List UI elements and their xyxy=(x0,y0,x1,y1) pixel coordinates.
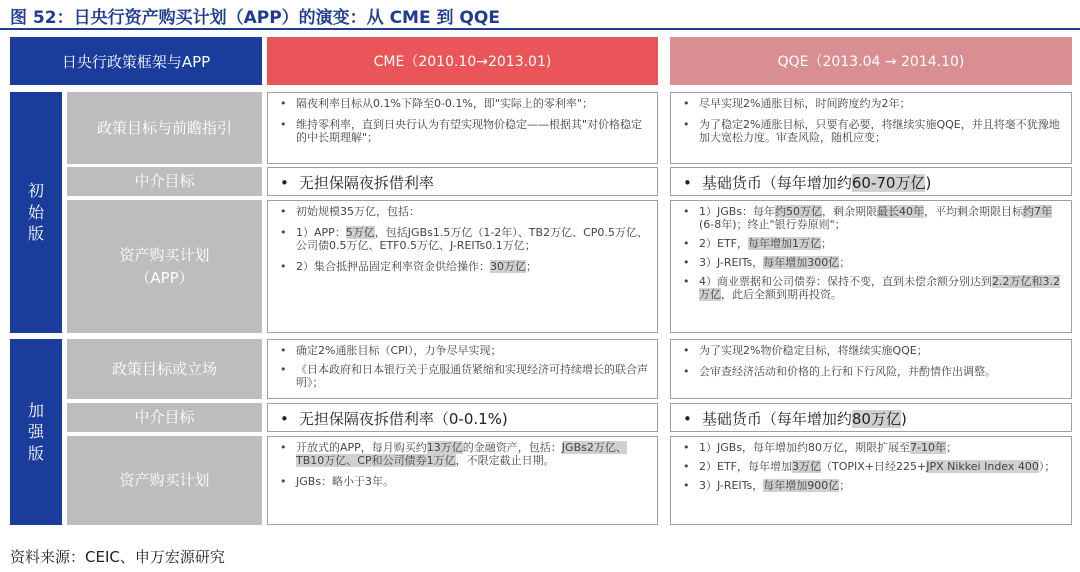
row-label-intermediate-target: 中介目标 xyxy=(67,167,262,196)
row-label-policy-stance: 政策目标或立场 xyxy=(67,339,262,399)
list-item: • 4）商业票据和公司债券：保持不变，直到未偿余额分别达到2.2万亿和3.2万亿，此后全额到期再投资。 xyxy=(679,275,1063,301)
qqe-intermediate-target-text: 基础货币（每年增加约60-70万亿) xyxy=(701,174,932,192)
cme-policy-stance xyxy=(267,339,658,399)
row-label-policy-guidance: 政策目标与前瞻指引 xyxy=(67,92,262,164)
list-item: • 隔夜利率目标从0.1%下降至0-0.1%，即"实际上的零利率"； xyxy=(276,97,649,110)
qqe-app-2 xyxy=(670,436,1072,525)
qqe-intermediate-target: • 基础货币（每年增加约60-70万亿) xyxy=(670,167,1072,196)
list-item: • 2）ETF，每年增加1万亿； xyxy=(679,237,1063,250)
cme-policy-guidance xyxy=(267,92,658,164)
qqe-app xyxy=(670,200,1072,333)
list-item: • 3）J-REITs，每年增加300亿； xyxy=(679,256,1063,269)
cme-intermediate-target-2: • 无担保隔夜拆借利率（0-0.1%) xyxy=(267,403,658,432)
row-label-app-2: 资产购买计划 xyxy=(67,436,262,525)
phase-strengthened xyxy=(10,339,62,525)
title-divider xyxy=(0,28,1080,30)
list-item: • 《日本政府和日本银行关于克服通货紧缩和实现经济可持续增长的联合声明》； xyxy=(276,363,649,389)
cme-intermediate-target-2-text: 无担保隔夜拆借利率（0-0.1%) xyxy=(298,410,508,428)
figure-title: 图 52：日央行资产购买计划（APP）的演变：从 CME 到 QQE xyxy=(10,8,500,28)
qqe-intermediate-target-2-text: 基础货币（每年增加约80万亿) xyxy=(701,410,907,428)
row-label-app: 资产购买计划（APP） xyxy=(67,200,262,333)
list-item: • 2）ETF，每年增加3万亿（TOPIX+日经225+JPX Nikkei Index 400）； xyxy=(679,460,1063,473)
row-label-intermediate-target-2: 中介目标 xyxy=(67,403,262,432)
cme-intermediate-target-text: 无担保隔夜拆借利率 xyxy=(298,174,434,192)
qqe-intermediate-target-2: • 基础货币（每年增加约80万亿) xyxy=(670,403,1072,432)
list-item: • 尽早实现2%通胀目标，时间跨度约为2年； xyxy=(679,97,1063,110)
list-item: • 1）JGBs，每年增加约80万亿，期限扩展至7-10年； xyxy=(679,441,1063,454)
qqe-policy-stance xyxy=(670,339,1072,399)
list-item: • 2）集合抵押品固定利率资金供给操作：30万亿； xyxy=(276,260,649,273)
source-note: 资料来源：CEIC、申万宏源研究 xyxy=(10,548,225,566)
phase-initial xyxy=(10,92,62,333)
list-item: • 确定2%通胀目标（CPI），力争尽早实现； xyxy=(276,344,649,357)
list-item: • 1）APP：5万亿，包括JGBs1.5万亿（1-2年）、TB2万亿、CP0.5万亿、公司债0.5万亿、ETF0.5万亿、J-REITs0.1万亿； xyxy=(276,226,649,252)
cme-app xyxy=(267,200,658,333)
list-item: • 为了稳定2%通胀目标，只要有必要，将继续实施QQE，并且将毫不犹豫地加大宽松力度。审查风险，随机应变； xyxy=(679,118,1063,144)
phase-strengthened-label: 加强版 xyxy=(28,400,45,463)
list-item: • 初始规模35万亿，包括： xyxy=(276,205,649,218)
header-qqe: QQE（2013.04 → 2014.10) xyxy=(670,37,1072,85)
list-item: • 为了实现2%物价稳定目标，将继续实施QQE； xyxy=(679,344,1063,357)
phase-initial-label: 初始版 xyxy=(28,181,45,244)
list-item: • 维持零利率，直到日央行认为有望实现物价稳定——根据其"对价格稳定的中长期理解"； xyxy=(276,118,649,144)
cme-intermediate-target: • 无担保隔夜拆借利率 xyxy=(267,167,658,196)
cme-app-2 xyxy=(267,436,658,525)
list-item: • 开放式的APP，每月购买约13万亿的金融资产，包括：JGBs2万亿、TB10万亿、CP和公司债券1万亿，不限定截止日期。 xyxy=(276,441,649,467)
list-item: • 会审查经济活动和价格的上行和下行风险，并酌情作出调整。 xyxy=(679,365,1063,378)
list-item: • 3）J-REITs，每年增加900亿； xyxy=(679,479,1063,492)
header-cme: CME（2010.10→2013.01) xyxy=(267,37,658,85)
list-item: • JGBs：略小于3年。 xyxy=(276,475,649,488)
list-item: • 1）JGBs：每年约50万亿，剩余期限最长40年，平均剩余期限目标约7年(6-8年)；终止"银行券原则"； xyxy=(679,205,1063,231)
qqe-policy-guidance xyxy=(670,92,1072,164)
header-framework: 日央行政策框架与APP xyxy=(10,37,262,85)
